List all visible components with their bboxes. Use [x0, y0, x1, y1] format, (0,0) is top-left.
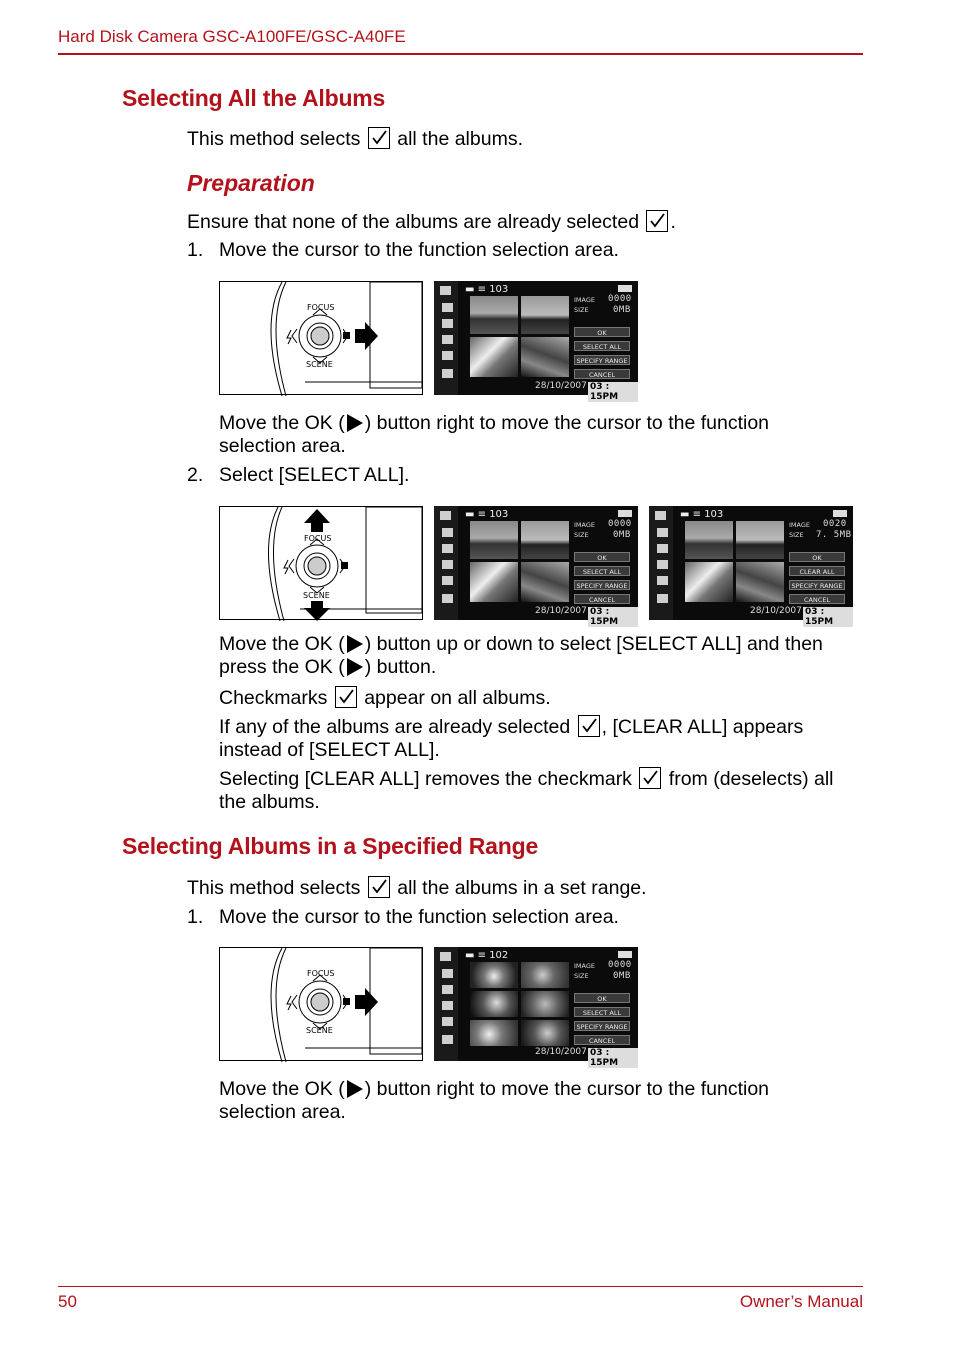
menu-icon [442, 594, 453, 603]
mode-icon [440, 952, 451, 961]
control-diagram-updown [219, 506, 423, 620]
caption-text: ) button up or down to select [SELECT ALL] and then [364, 633, 823, 655]
thumbnail [470, 562, 518, 602]
image-size: 7. 5MB [816, 530, 852, 540]
album-number: 103 [489, 284, 509, 295]
menu-icon [442, 576, 453, 585]
intro-text-before: This method selects [187, 877, 361, 899]
step-text: Select [SELECT ALL]. [219, 464, 410, 486]
step-text: Move the cursor to the function selection area. [219, 239, 619, 261]
lcd-screen-a [434, 281, 638, 402]
menu-icon [442, 351, 453, 360]
thumbnail [521, 521, 569, 559]
image-count: 0000 [608, 960, 632, 970]
checkbox-check-icon [646, 210, 668, 232]
menu-icon [442, 303, 453, 312]
caption-text: ) button. [364, 656, 437, 678]
album-number: 103 [704, 509, 724, 520]
battery-icon [833, 510, 847, 517]
ok-button[interactable]: OK [574, 993, 630, 1003]
size-label: SIZE [789, 531, 804, 539]
cancel-button[interactable]: CANCEL [574, 594, 630, 604]
album-indicator: ▬ ≡ 103 [680, 509, 724, 520]
image-count: 0000 [608, 519, 632, 529]
menu-icon [657, 544, 668, 553]
running-header: Hard Disk Camera GSC-A100FE/GSC-A40FE [58, 27, 406, 46]
menu-icon [442, 528, 453, 537]
image-size: 0MB [613, 971, 631, 981]
size-label: SIZE [574, 306, 589, 314]
specify-range-button[interactable]: SPECIFY RANGE [789, 580, 845, 590]
image-label: IMAGE [574, 296, 596, 304]
date-readout: 28/10/2007 [535, 1047, 587, 1057]
menu-icon [657, 576, 668, 585]
thumbnail [685, 562, 733, 602]
lcd-screen-c [649, 506, 853, 627]
album-indicator: ▬ ≡ 103 [465, 509, 509, 520]
date-readout: 28/10/2007 [750, 606, 802, 616]
thumbnail [470, 296, 518, 334]
already-selected-note [219, 715, 803, 762]
thumbnail [521, 991, 569, 1017]
date-readout: 28/10/2007 [535, 381, 587, 391]
menu-icon [442, 369, 453, 378]
checkbox-check-icon [578, 715, 600, 737]
note-text: appear on all albums. [364, 687, 551, 709]
image-count: 0000 [608, 294, 632, 304]
thumbnail [521, 337, 569, 377]
focus-label: FOCUS [304, 534, 332, 543]
time-readout: 03 : 15PM [588, 1048, 638, 1068]
menu-icon [657, 560, 668, 569]
note-text: instead of [SELECT ALL]. [219, 739, 440, 761]
time-readout: 03 : 15PM [803, 607, 853, 627]
note-text: Checkmarks [219, 687, 328, 709]
scene-label: SCENE [306, 1026, 333, 1035]
checkbox-check-icon [368, 876, 390, 898]
checkmarks-note [219, 686, 551, 710]
step-1 [187, 906, 619, 929]
date-readout: 28/10/2007 [535, 606, 587, 616]
header-rule [58, 53, 863, 55]
step-number: 2. [187, 464, 204, 486]
menu-icon [442, 335, 453, 344]
checkbox-check-icon [368, 127, 390, 149]
intro-paragraph [187, 876, 647, 900]
thumbnail [470, 521, 518, 559]
preparation-paragraph [187, 210, 676, 234]
lcd-screen-b [434, 506, 638, 627]
caption-3 [219, 1078, 769, 1124]
menu-icon [657, 594, 668, 603]
album-indicator: ▬ ≡ 102 [465, 950, 509, 961]
control-diagram-right [219, 947, 423, 1061]
menu-icon [657, 528, 668, 537]
intro-text-after: all the albums. [397, 128, 523, 150]
image-size: 0MB [613, 305, 631, 315]
intro-text-after: all the albums in a set range. [397, 877, 647, 899]
footer-manual-title: Owner’s Manual [739, 1292, 863, 1311]
specify-range-button[interactable]: SPECIFY RANGE [574, 580, 630, 590]
step-1 [187, 239, 619, 262]
select-all-button[interactable]: SELECT ALL [574, 1007, 630, 1017]
album-number: 102 [489, 950, 509, 961]
thumbnail [521, 962, 569, 988]
image-label: IMAGE [789, 521, 811, 529]
select-all-button[interactable]: SELECT ALL [574, 341, 630, 351]
image-size: 0MB [613, 530, 631, 540]
size-label: SIZE [574, 972, 589, 980]
caption-text: selection area. [219, 435, 346, 457]
scene-label: SCENE [303, 591, 330, 600]
focus-label: FOCUS [307, 303, 335, 312]
ok-right-triangle-icon [347, 414, 363, 432]
note-text: the albums. [219, 791, 320, 813]
battery-icon [618, 285, 632, 292]
control-diagram-right [219, 281, 423, 395]
note-text: from (deselects) all [668, 768, 834, 790]
thumbnail [736, 562, 784, 602]
specify-range-button[interactable]: SPECIFY RANGE [574, 355, 630, 365]
intro-paragraph [187, 127, 523, 151]
thumbnail [470, 962, 518, 988]
intro-text-before: This method selects [187, 128, 361, 150]
step-text: Move the cursor to the function selection area. [219, 906, 619, 928]
ok-button[interactable]: OK [574, 327, 630, 337]
thumbnail [685, 521, 733, 559]
menu-icon [442, 560, 453, 569]
time-readout: 03 : 15PM [588, 382, 638, 402]
ok-right-triangle-icon [347, 1080, 363, 1098]
arrow-up-icon [304, 509, 330, 532]
thumbnail [736, 521, 784, 559]
album-number: 103 [489, 509, 509, 520]
thumbnail [521, 562, 569, 602]
ok-button[interactable]: OK [789, 552, 845, 562]
arrow-right-icon [355, 988, 378, 1016]
prep-text-after: . [670, 211, 676, 233]
clear-all-button[interactable]: CLEAR ALL [789, 566, 845, 576]
menu-icon [442, 1017, 453, 1026]
note-text: , [CLEAR ALL] appears [601, 716, 804, 738]
thumbnail [470, 337, 518, 377]
ok-right-triangle-icon [347, 635, 363, 653]
thumbnail [470, 991, 518, 1017]
note-text: If any of the albums are already selected [219, 716, 571, 738]
caption-text: ) button right to move the cursor to the function [364, 412, 770, 434]
caption-text: Move the OK ( [219, 412, 345, 434]
caption-text: Move the OK ( [219, 633, 345, 655]
caption-text: press the OK ( [219, 656, 345, 678]
battery-icon [618, 510, 632, 517]
page-number: 50 [58, 1292, 77, 1311]
size-label: SIZE [574, 531, 589, 539]
thumbnail [470, 1020, 518, 1046]
caption-2 [219, 633, 823, 679]
select-all-button[interactable]: SELECT ALL [574, 566, 630, 576]
section-heading-specified-range: Selecting Albums in a Specified Range [122, 833, 539, 859]
step-number: 1. [187, 239, 204, 261]
image-label: IMAGE [574, 521, 596, 529]
prep-text-before: Ensure that none of the albums are already selected [187, 211, 640, 233]
arrow-right-icon [355, 322, 378, 350]
ok-button[interactable]: OK [574, 552, 630, 562]
checkbox-check-icon [335, 686, 357, 708]
ok-right-triangle-icon [347, 658, 363, 676]
menu-icon [442, 969, 453, 978]
battery-icon [618, 951, 632, 958]
time-readout: 03 : 15PM [588, 607, 638, 627]
image-label: IMAGE [574, 962, 596, 970]
specify-range-button[interactable]: SPECIFY RANGE [574, 1021, 630, 1031]
control-pad-illustration [220, 282, 424, 396]
lcd-screen-d [434, 947, 638, 1068]
note-text: Selecting [CLEAR ALL] removes the checkmark [219, 768, 632, 790]
cancel-button[interactable]: CANCEL [574, 369, 630, 379]
step-2 [187, 464, 409, 487]
mode-icon [440, 511, 451, 520]
arrow-down-icon [304, 601, 330, 621]
caption-text: Move the OK ( [219, 1078, 345, 1100]
menu-icon [442, 319, 453, 328]
caption-text: selection area. [219, 1101, 346, 1123]
menu-icon [442, 544, 453, 553]
step-number: 1. [187, 906, 204, 928]
menu-icon [442, 1035, 453, 1044]
thumbnail [521, 296, 569, 334]
focus-label: FOCUS [307, 969, 335, 978]
cancel-button[interactable]: CANCEL [574, 1035, 630, 1045]
menu-icon [442, 1001, 453, 1010]
control-pad-illustration [220, 507, 424, 621]
mode-icon [655, 511, 666, 520]
image-count: 0020 [823, 519, 847, 529]
caption-text: ) button right to move the cursor to the function [364, 1078, 770, 1100]
caption-1 [219, 412, 769, 458]
menu-icon [442, 985, 453, 994]
footer-rule [58, 1286, 863, 1287]
section-heading-select-all: Selecting All the Albums [122, 85, 386, 111]
control-pad-illustration [220, 948, 424, 1062]
preparation-heading: Preparation [187, 170, 315, 196]
thumbnail [521, 1020, 569, 1046]
checkbox-check-icon [639, 767, 661, 789]
cancel-button[interactable]: CANCEL [789, 594, 845, 604]
scene-label: SCENE [306, 360, 333, 369]
mode-icon [440, 286, 451, 295]
album-indicator: ▬ ≡ 103 [465, 284, 509, 295]
clear-all-note [219, 767, 834, 814]
